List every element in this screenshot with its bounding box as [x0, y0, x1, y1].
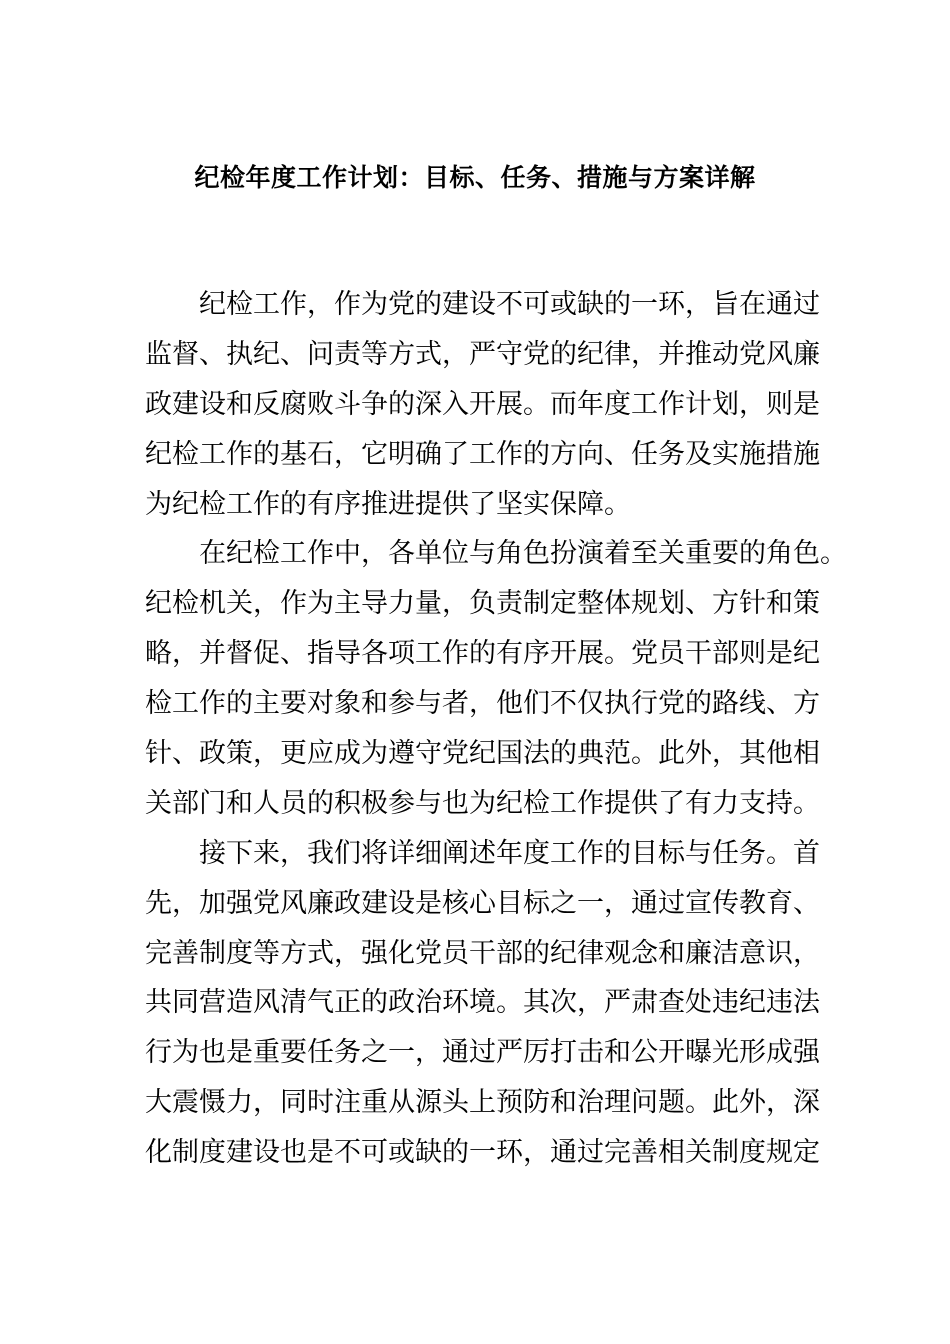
paragraph-2-line-3: 略，并督促、指导各项工作的有序开展。党员干部则是纪 [145, 638, 820, 670]
paragraph-3-line-2: 先，加强党风廉政建设是核心目标之一，通过宣传教育、 [145, 887, 820, 919]
paragraph-1-line-3: 政建设和反腐败斗争的深入开展。而年度工作计划，则是 [145, 388, 820, 420]
paragraph-3-line-4: 共同营造风清气正的政治环境。其次，严肃查处违纪违法 [145, 987, 820, 1019]
paragraph-1-line-2: 监督、执纪、问责等方式，严守党的纪律，并推动党风廉 [145, 338, 820, 370]
paragraph-1-line-1: 纪检工作，作为党的建设不可或缺的一环，旨在通过 [199, 289, 820, 320]
paragraph-2-line-2: 纪检机关，作为主导力量，负责制定整体规划、方针和策 [145, 588, 820, 620]
document-title: 纪检年度工作计划：目标、任务、措施与方案详解 [194, 163, 756, 192]
paragraph-3-line-6: 大震慑力，同时注重从源头上预防和治理问题。此外，深 [145, 1087, 820, 1119]
paragraph-2-line-4: 检工作的主要对象和参与者，他们不仅执行党的路线、方 [145, 688, 820, 720]
paragraph-3-line-3: 完善制度等方式，强化党员干部的纪律观念和廉洁意识， [145, 937, 820, 969]
paragraph-1-line-5: 为纪检工作的有序推进提供了坚实保障。 [145, 488, 631, 520]
paragraph-3-line-5: 行为也是重要任务之一，通过严厉打击和公开曝光形成强 [145, 1037, 820, 1069]
paragraph-3-line-1: 接下来，我们将详细阐述年度工作的目标与任务。首 [199, 837, 820, 869]
document-body [145, 280, 847, 1178]
paragraph-2-line-6: 关部门和人员的积极参与也为纪检工作提供了有力支持。 [145, 787, 820, 819]
paragraph-2-line-5: 针、政策，更应成为遵守党纪国法的典范。此外，其他相 [145, 738, 820, 770]
paragraph-2-line-1: 在纪检工作中，各单位与角色扮演着至关重要的角色。 [199, 538, 847, 570]
paragraph-3-line-7: 化制度建设也是不可或缺的一环，通过完善相关制度规定 [145, 1137, 820, 1169]
paragraph-1-line-4: 纪检工作的基石，它明确了工作的方向、任务及实施措施 [145, 438, 820, 470]
